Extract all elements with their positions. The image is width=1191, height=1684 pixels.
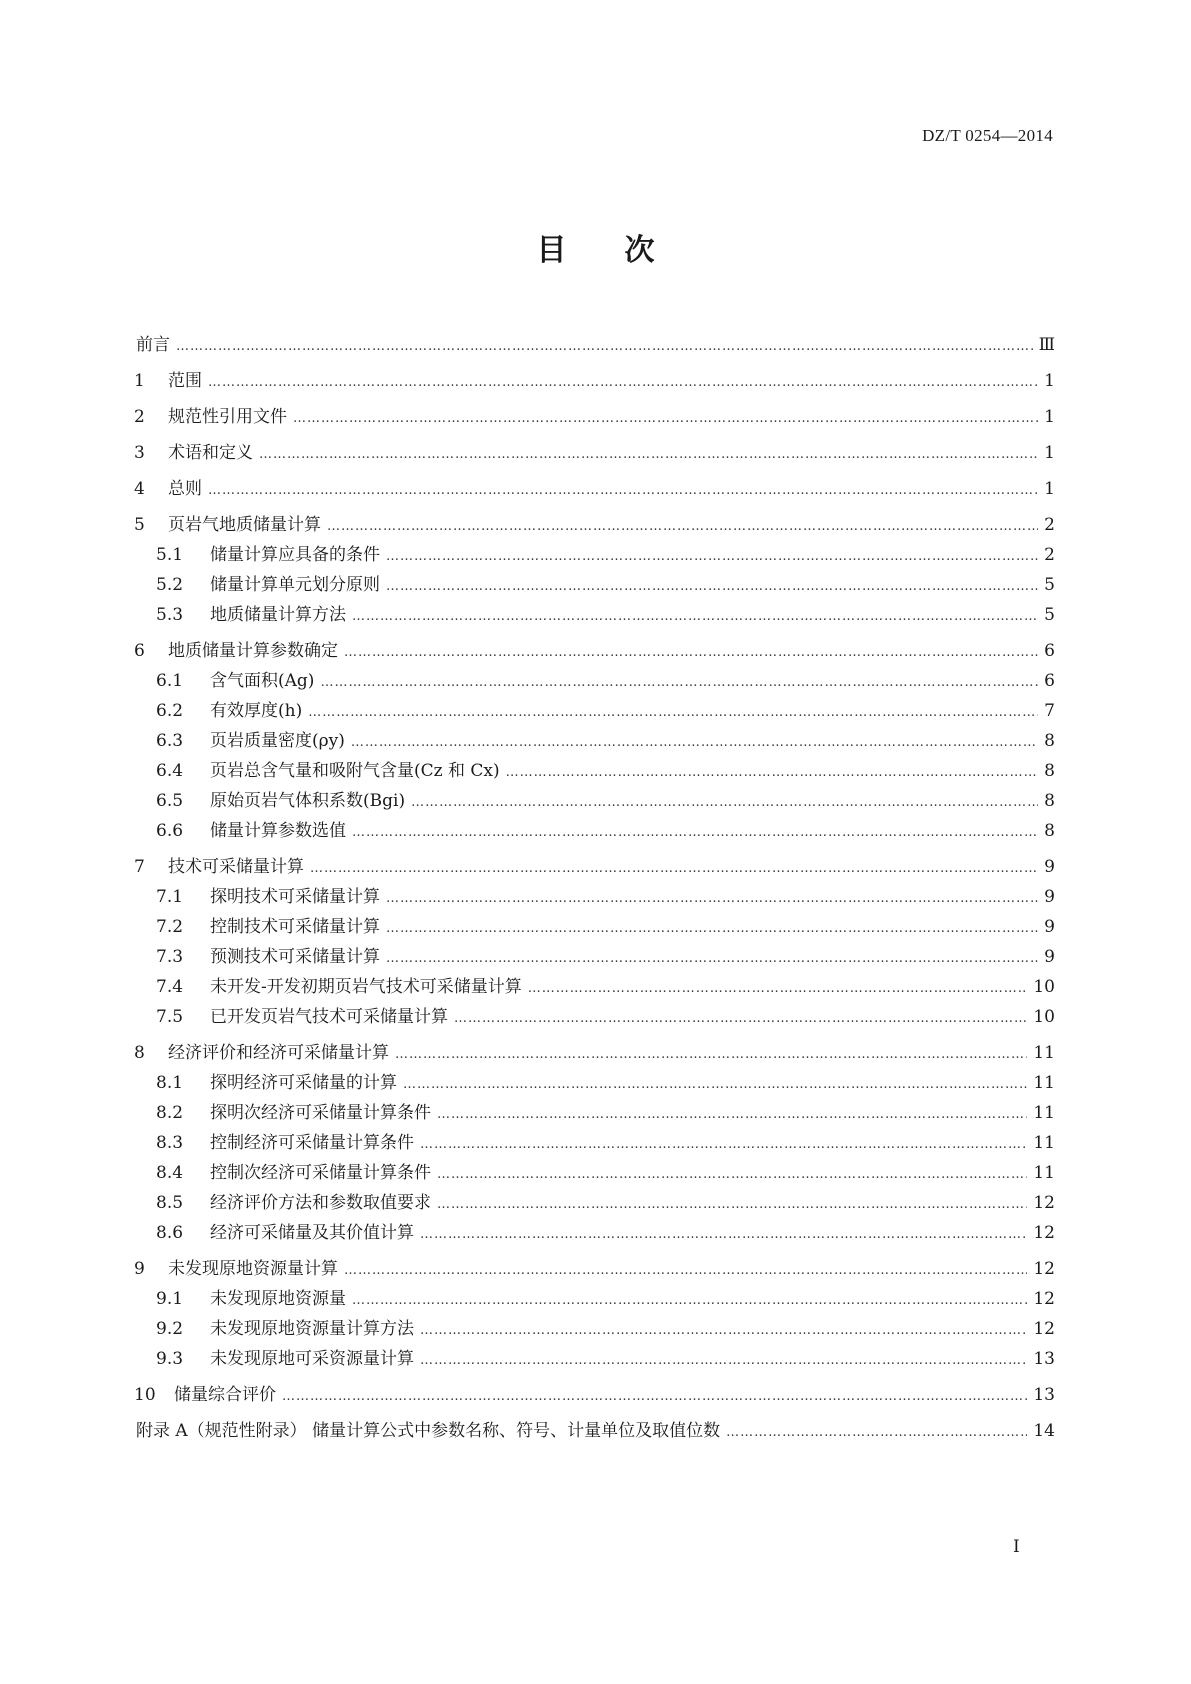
toc-leader-dots [352,609,1038,624]
toc-entry-page: 7 [1044,701,1055,721]
toc-leader-dots [386,891,1038,906]
toc-entry-number: 5.2 [156,575,184,595]
toc-entry-label: 规范性引用文件 [168,407,287,427]
toc-entry-number: 6.6 [156,821,184,841]
toc-leader-dots [420,1137,1027,1152]
toc-entry-label: 术语和定义 [168,443,253,463]
toc-entry[interactable] [134,816,1055,846]
toc-entry[interactable] [134,402,1055,432]
page-number: I [1013,1537,1020,1557]
toc-leader-dots [395,1047,1027,1062]
toc-entry-label: 控制次经济可采储量计算条件 [210,1163,431,1183]
toc-entry-label: 储量综合评价 [174,1385,276,1405]
toc-entry-number: 8.5 [156,1193,184,1213]
toc-leader-dots [208,375,1038,390]
toc-entry-number: 6.1 [156,671,184,691]
toc-entry-label: 储量计算单元划分原则 [210,575,380,595]
toc-entry-label: 有效厚度(h) [210,701,303,721]
toc-entry-label: 页岩质量密度(ρy) [210,731,345,751]
toc-entry-page: 11 [1033,1103,1055,1123]
toc-entry-page: 1 [1044,479,1055,499]
toc-entry-label: 储量计算应具备的条件 [210,545,380,565]
toc-entry-number: 7.2 [156,917,184,937]
toc-entry-number: 9 [134,1259,145,1279]
toc-entry-number: 2 [134,407,145,427]
toc-entry[interactable] [134,1098,1055,1128]
toc-entry-number: 9.1 [156,1289,184,1309]
toc-entry-number: 6.3 [156,731,184,751]
toc-entry-number: 5.1 [156,545,184,565]
toc-leader-dots [352,1293,1027,1308]
toc-entry-page: 10 [1033,977,1055,997]
toc-entry[interactable] [134,1254,1055,1284]
toc-leader-dots [528,981,1028,996]
toc-entry-label: 技术可采储量计算 [168,857,304,877]
toc-entry-page: 11 [1033,1133,1055,1153]
toc-entry[interactable] [134,1380,1055,1410]
toc-entry[interactable] [134,600,1055,630]
toc-entry-page: 9 [1044,917,1055,937]
toc-entry-label: 控制经济可采储量计算条件 [210,1133,414,1153]
toc-leader-dots [310,861,1038,876]
toc-entry-number: 6.4 [156,761,184,781]
toc-entry-page: 12 [1033,1193,1055,1213]
toc-leader-dots [176,339,1033,354]
toc-entry[interactable] [134,1158,1055,1188]
toc-entry-page: 12 [1033,1259,1055,1279]
toc-entry-number: 8.6 [156,1223,184,1243]
toc-entry-number: 8 [134,1043,145,1063]
toc-leader-dots [344,1263,1027,1278]
toc-leader-dots [454,1011,1027,1026]
toc-leader-dots [420,1353,1027,1368]
toc-leader-dots [386,921,1038,936]
toc-entry-number: 8.3 [156,1133,184,1153]
toc-entry-label: 未发现原地可采资源量计算 [210,1349,414,1369]
toc-entry[interactable] [134,474,1055,504]
toc-entry-label: 页岩气地质储量计算 [168,515,321,535]
toc-entry-label: 前言 [136,335,170,355]
toc-entry-label: 页岩总含气量和吸附气含量(Cz 和 Cx) [210,761,500,781]
toc-entry-page: 13 [1033,1349,1055,1369]
toc-entry-label: 经济可采储量及其价值计算 [210,1223,414,1243]
toc-entry-page: 13 [1033,1385,1055,1405]
toc-entry[interactable] [134,1188,1055,1218]
toc-entry-number: 7.1 [156,887,184,907]
toc-entry[interactable] [134,540,1055,570]
toc-entry-number: 6.5 [156,791,184,811]
toc-entry-number: 1 [134,371,145,391]
toc-entry[interactable] [134,1284,1055,1314]
table-of-contents [134,330,1055,1446]
toc-entry-page: 9 [1044,887,1055,907]
toc-entry-number: 9.3 [156,1349,184,1369]
toc-entry-label: 探明经济可采储量的计算 [210,1073,397,1093]
toc-entry-label: 控制技术可采储量计算 [210,917,380,937]
toc-leader-dots [293,411,1038,426]
toc-entry-label: 含气面积(Ag) [210,671,315,691]
toc-entry-page: 2 [1044,515,1055,535]
toc-entry-number: 6.2 [156,701,184,721]
toc-entry[interactable] [134,1068,1055,1098]
toc-entry-number: 7 [134,857,145,877]
toc-entry-page: 12 [1033,1289,1055,1309]
toc-entry[interactable] [134,942,1055,972]
toc-entry-page: 9 [1044,947,1055,967]
toc-entry-page: 2 [1044,545,1055,565]
toc-entry[interactable] [134,1416,1055,1446]
toc-entry-page: Ⅲ [1038,335,1055,355]
toc-entry-page: 1 [1044,407,1055,427]
toc-entry-number: 8.4 [156,1163,184,1183]
toc-entry-label: 总则 [168,479,202,499]
toc-leader-dots [386,549,1038,564]
toc-entry-page: 12 [1033,1223,1055,1243]
toc-entry-page: 5 [1044,575,1055,595]
toc-entry[interactable] [134,1128,1055,1158]
toc-entry-label: 地质储量计算参数确定 [168,641,338,661]
toc-leader-dots [437,1167,1027,1182]
toc-entry-label: 探明次经济可采储量计算条件 [210,1103,431,1123]
toc-entry[interactable] [134,912,1055,942]
toc-entry-label: 未发现原地资源量计算方法 [210,1319,414,1339]
toc-leader-dots [726,1425,1027,1440]
toc-entry-label: 储量计算参数选值 [210,821,346,841]
toc-entry[interactable] [134,1344,1055,1374]
toc-leader-dots [386,579,1038,594]
toc-entry[interactable] [134,972,1055,1002]
toc-entry[interactable] [134,852,1055,882]
toc-entry-page: 8 [1044,731,1055,751]
page-title: 目次 [536,233,713,268]
toc-entry[interactable] [134,1002,1055,1032]
toc-entry[interactable] [134,510,1055,540]
toc-entry-label: 经济评价和经济可采储量计算 [168,1043,389,1063]
toc-leader-dots [437,1197,1027,1212]
toc-leader-dots [411,795,1038,810]
toc-entry-label: 未发现原地资源量计算 [168,1259,338,1279]
toc-leader-dots [420,1227,1027,1242]
toc-entry-number: 9.2 [156,1319,184,1339]
toc-entry-page: 12 [1033,1319,1055,1339]
toc-entry-page: 10 [1033,1007,1055,1027]
toc-entry-page: 11 [1033,1043,1055,1063]
toc-entry-label: 地质储量计算方法 [210,605,346,625]
toc-entry[interactable] [134,1038,1055,1068]
toc-entry-label: 经济评价方法和参数取值要求 [210,1193,431,1213]
toc-entry-label: 未发现原地资源量 [210,1289,346,1309]
toc-leader-dots [351,735,1038,750]
toc-leader-dots [282,1389,1027,1404]
toc-entry-number: 5.3 [156,605,184,625]
toc-entry[interactable] [134,366,1055,396]
toc-entry[interactable] [134,1314,1055,1344]
toc-entry[interactable] [134,330,1055,360]
toc-entry-page: 6 [1044,671,1055,691]
toc-entry[interactable] [134,438,1055,468]
toc-entry-number: 7.3 [156,947,184,967]
toc-leader-dots [344,645,1038,660]
toc-entry[interactable] [134,726,1055,756]
toc-entry-page: 9 [1044,857,1055,877]
toc-leader-dots [437,1107,1027,1122]
toc-entry-label: 范围 [168,371,202,391]
toc-entry-label: 已开发页岩气技术可采储量计算 [210,1007,448,1027]
toc-entry-number: 7.5 [156,1007,184,1027]
toc-entry[interactable] [134,786,1055,816]
toc-leader-dots [506,765,1039,780]
toc-entry-label: 原始页岩气体积系数(Bgi) [210,791,406,811]
toc-entry-page: 1 [1044,443,1055,463]
toc-leader-dots [403,1077,1027,1092]
toc-entry-number: 7.4 [156,977,184,997]
toc-entry[interactable] [134,696,1055,726]
toc-entry-page: 1 [1044,371,1055,391]
toc-entry-page: 11 [1033,1163,1055,1183]
toc-leader-dots [386,951,1038,966]
toc-entry-label: 预测技术可采储量计算 [210,947,380,967]
toc-leader-dots [327,519,1038,534]
toc-leader-dots [259,447,1038,462]
toc-entry-number: 5 [134,515,145,535]
toc-leader-dots [208,483,1038,498]
toc-entry-number: 4 [134,479,145,499]
toc-entry-number: 8.2 [156,1103,184,1123]
toc-entry-label: 探明技术可采储量计算 [210,887,380,907]
toc-leader-dots [308,705,1038,720]
toc-entry[interactable] [134,570,1055,600]
document-code: DZ/T 0254—2014 [922,126,1053,145]
toc-entry-page: 8 [1044,761,1055,781]
toc-entry-page: 8 [1044,821,1055,841]
toc-entry-label: 附录 A（规范性附录） 储量计算公式中参数名称、符号、计量单位及取值位数 [136,1421,721,1441]
toc-entry-page: 11 [1033,1073,1055,1093]
toc-entry[interactable] [134,1218,1055,1248]
toc-entry[interactable] [134,666,1055,696]
toc-entry-number: 3 [134,443,145,463]
toc-entry-number: 6 [134,641,145,661]
toc-entry[interactable] [134,636,1055,666]
toc-entry[interactable] [134,756,1055,786]
toc-entry-number: 10 [134,1385,156,1405]
toc-entry-page: 6 [1044,641,1055,661]
toc-leader-dots [352,825,1038,840]
toc-entry-label: 未开发-开发初期页岩气技术可采储量计算 [210,977,522,997]
toc-leader-dots [420,1323,1027,1338]
toc-leader-dots [320,675,1038,690]
toc-entry[interactable] [134,882,1055,912]
toc-entry-number: 8.1 [156,1073,184,1093]
toc-entry-page: 5 [1044,605,1055,625]
toc-entry-page: 14 [1033,1421,1055,1441]
toc-entry-page: 8 [1044,791,1055,811]
